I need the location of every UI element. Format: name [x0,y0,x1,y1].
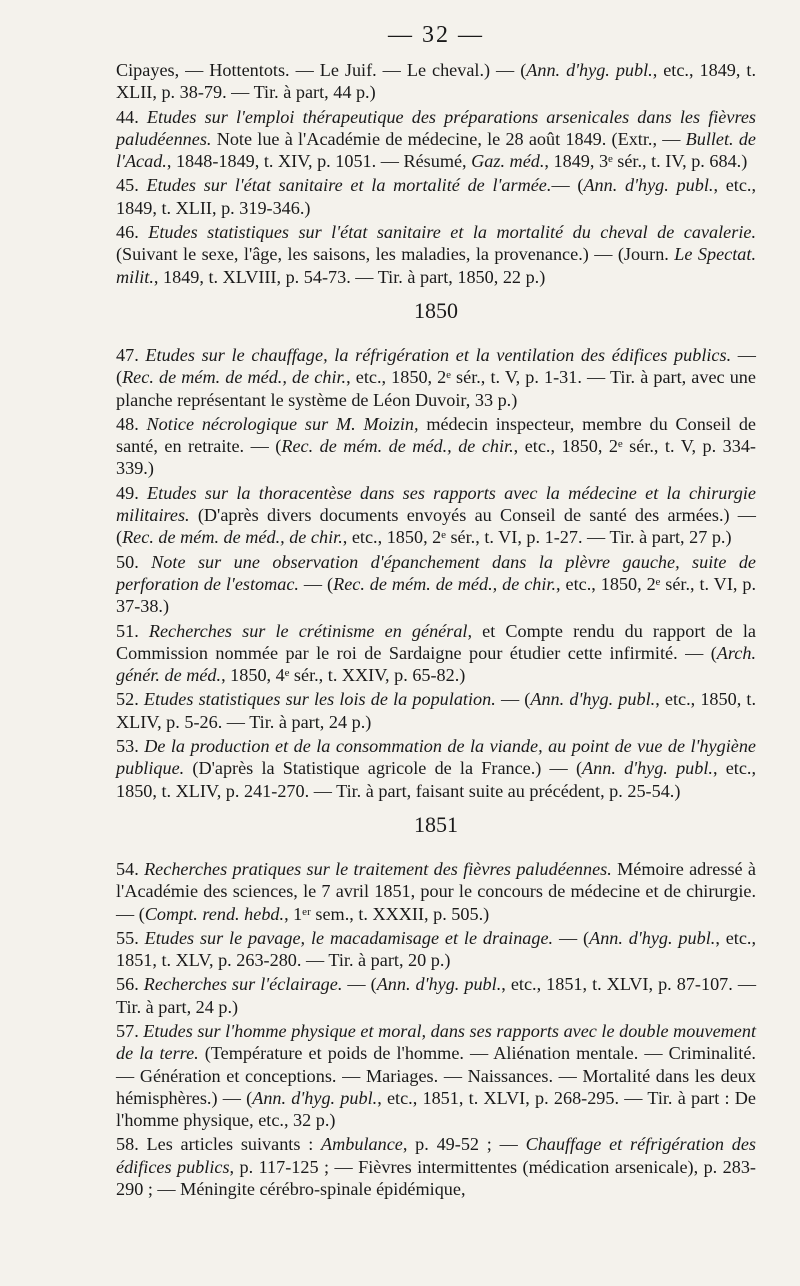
journal-name: Rec. de mém. de méd., de chir. [333,573,557,594]
entry-number: 46. [116,222,139,243]
entry-title: Recherches sur le crétinisme en général, [148,620,473,641]
entry-number: 44. [116,106,139,127]
entry-text: , etc., 1851, t. XLV, p. 263-280. — Tir. à part, 20 p.) [116,927,757,971]
bibliography-entry [116,413,756,480]
bibliography-entry [116,174,756,219]
entry-text: Les articles suivants : [146,1134,322,1155]
entries-block-1849 [116,106,756,288]
continuation-paragraph [116,59,756,104]
journal-name: Compt. rend. hebd. [144,903,285,924]
journal-name: Rec. de mém. de méd., de chir. [122,367,347,388]
entry-title: De la production et de la consommation de la viande, au point de vue de l'hygiène publique. [116,736,756,779]
bibliography-entry [116,1020,756,1131]
entry-number: 52. [116,689,139,710]
entry-title: Etudes sur l'homme physique et moral, dans ses rapports avec le double mouvement de la terre. [116,1020,756,1064]
journal-name: Ann. d'hyg. publ. [589,927,716,948]
entry-text: — ( [116,344,756,388]
bibliography-entry [116,344,756,411]
entry-title: Etudes sur le chauffage, la réfrigération et la ventilation des édifices publics. [145,344,732,365]
journal-name: Chauffage et réfrigération des édifices publics [116,1134,756,1177]
entry-title: Notice nécrologique sur M. Moizin, [146,413,419,434]
entry-title: Etudes statistiques sur l'état sanitaire et la mortalité du cheval de cavalerie. [148,222,757,243]
entry-text: , etc., 1850, 2ᵉ sér., t. V, p. 334-339.) [116,436,756,479]
entry-title: Note sur une observation d'épanchement dans la plèvre gauche, suite de perforation de l'estomac. [116,551,756,594]
entry-title: Recherches pratiques sur le traitement des fièvres paludéennes. [144,858,612,879]
entry-number: 54. [116,858,139,879]
entry-text: — ( [551,175,584,196]
entry-text: médecin inspecteur, membre du Conseil de santé, en retraite. — ( [116,413,757,457]
journal-name: Ann. d'hyg. publ. [252,1087,378,1108]
entries-block-1851 [116,858,756,1200]
entries-block-1850 [116,344,756,802]
entry-text: , 1849, t. XLVIII, p. 54-73. — Tir. à part, 1850, 22 p.) [153,266,546,287]
entry-text: , p. 117-125 ; — Fièvres intermittentes (médication arsenicale), p. 283-290 ; — Méningite cérébro-spinale épidémique, [116,1156,756,1200]
journal-name: Rec. de mém. de méd., de chir. [281,436,514,457]
entry-text: , etc., 1850, 2ᵉ sér., t. V, p. 1-31. — Tir. à part, avec une planche représentant le système de Léon Duvoir, 33 p.) [116,367,756,410]
entry-text: , etc., 1850, t. XLIV, p. 241-270. — Tir. à part, faisant suite au précédent, p. 25-54.) [116,758,756,801]
entry-number: 55. [116,927,139,948]
bibliography-entry [116,688,756,733]
journal-name: Ann. d'hyg. publ. [530,689,656,710]
entry-text: — ( [298,573,334,594]
journal: Ann. d'hyg. publ. [526,60,653,80]
entry-text: , 1848-1849, t. XIV, p. 1051. — Résumé, [166,151,472,172]
entry-text: — ( [342,974,377,995]
page-number: — 32 — [388,22,484,48]
entry-number: 45. [116,175,139,196]
entry-text: , etc., 1849, t. XLII, p. 319-346.) [116,175,757,218]
journal-name: Ambulance [321,1134,403,1155]
entry-text: — ( [553,927,590,948]
journal-name: Bullet. de l'Acad. [116,128,756,172]
entry-title: Etudes sur le pavage, le macadamisage et le drainage. [144,927,554,948]
journal-name: Le Spectat. milit. [116,244,756,287]
entry-number: 50. [116,551,139,572]
bibliography-entry [116,551,756,618]
entry-text: , etc., 1851, t. XLVI, p. 268-295. — Tir. à part : De l'homme physique, etc., 32 p.) [116,1087,757,1131]
journal-name: Gaz. méd. [471,151,545,172]
entry-text: , 1ᵉʳ sem., t. XXXII, p. 505.) [284,903,490,924]
entry-text: (Température et poids de l'homme. — Aliénation mentale. — Criminalité. — Génération et conceptions. — Mariages. — Naissances. — Mortalité dans les deux hémisphères.) — ( [116,1043,756,1108]
entry-text: et Compte rendu du rapport de la Commission nommée par le roi de Sardaigne pour étudier cette infirmité. — ( [116,620,756,663]
bibliography-entry [116,482,756,549]
entry-number: 53. [116,736,139,757]
bibliography-entry [116,858,756,925]
year-heading-1851: 1851 [414,811,458,837]
entry-number: 57. [116,1020,139,1041]
entry-text: , p. 49-52 ; — [402,1134,526,1155]
entry-text: — ( [495,689,531,710]
entry-text: , etc., 1850, t. XLIV, p. 5-26. — Tir. à part, 24 p.) [116,689,757,732]
entry-number: 47. [116,344,139,365]
bibliography-entry [116,620,756,687]
entry-title: Etudes sur l'emploi thérapeutique des préparations arsenicales dans les fièvres paludéennes. [116,106,757,149]
text: , etc., 1849, t. XLII, p. 38-79. — Tir. à part, 44 p.) [116,60,756,103]
entry-number: 51. [116,620,139,641]
entry-text: , 1850, 4ᵉ sér., t. XXIV, p. 65-82.) [221,665,466,686]
entry-text: Mémoire adressé à l'Académie des sciences, le 7 avril 1851, pour le concours de médecine et de chirurgie. — ( [116,858,756,924]
entry-title: Etudes statistiques sur les lois de la population. [143,689,496,710]
entry-text: , etc., 1850, 2ᵉ sér., t. VI, p. 37-38.) [116,573,756,617]
bibliography-entry [116,927,756,972]
journal-name: Rec. de mém. de méd., de chir. [122,527,343,548]
journal-name: Ann. d'hyg. publ. [583,175,714,196]
entry-text: (D'après la Statistique agricole de la France.) — ( [184,758,583,779]
entry-number: 56. [116,974,139,995]
entry-text: (D'après divers documents envoyés au Conseil de santé des armées.) — ( [116,505,756,548]
entry-number: 49. [116,482,139,503]
year-heading-1850: 1850 [414,297,458,323]
entry-text: (Suivant le sexe, l'âge, les saisons, les maladies, la provenance.) — (Journ. [116,244,675,265]
bibliography-entry [116,106,756,173]
journal-name: Ann. d'hyg. publ. [376,974,502,995]
entry-number: 48. [116,413,139,434]
entry-text: , 1849, 3ᵉ sér., t. IV, p. 684.) [544,151,748,172]
entry-text: , etc., 1851, t. XLVI, p. 87-107. — Tir. à part, 24 p.) [116,974,757,1017]
journal-name: Arch. génér. de méd. [116,642,756,686]
entry-text: Note lue à l'Académie de médecine, le 28 août 1849. (Extr., — [211,128,686,149]
entry-title: Recherches sur l'éclairage. [143,974,343,995]
entry-title: Etudes sur l'état sanitaire et la mortalité de l'armée. [146,175,552,196]
entry-title: Etudes sur la thoracentèse dans ses rapports avec la médecine et la chirurgie militaires. [116,482,757,526]
bibliography-entry [116,1133,756,1200]
bibliography-entry [116,221,756,288]
journal-name: Ann. d'hyg. publ. [582,758,713,779]
bibliography-entry [116,735,756,802]
bibliography-entry [116,973,756,1018]
entry-number: 58. [116,1134,139,1155]
entry-text: , etc., 1850, 2ᵉ sér., t. VI, p. 1-27. — Tir. à part, 27 p.) [342,527,732,548]
text: Cipayes, — Hottentots. — Le Juif. — Le cheval.) — ( [116,60,527,80]
